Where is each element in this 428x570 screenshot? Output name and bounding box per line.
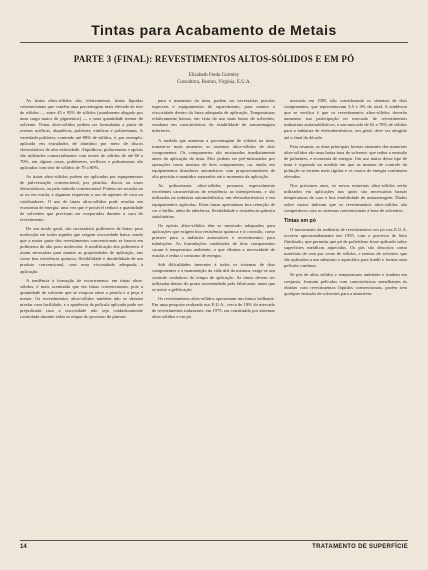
column-2 — [152, 98, 275, 536]
paragraph: Para resumir, as duas principais facetas atraentes dos materiais altos-sólidos são uma baixa taxa de solvente, que reduz a emissão de poluentes, e economia de energia. Um uso maior desse tipo de tinta é esperado na medida em que as normas de controle da poluição se tornem mais rígidas e os custos de energia continuem elevados. — [284, 143, 407, 180]
paragraph: mercado em 1985, não considerando os sistemas de dois componentes, que representavam 3,5 e 4% do total. A tendência que se verifica é que os revestimentos altos-sólidos deverão aumentar sua participação no mercado de revestimentos industriais automobilísticos, e um mercado de 62 a 70% de sólidos para a indústria de eletrodomésticos, em geral, deve ser atingido até o final da década. — [284, 98, 407, 140]
author-affiliation: Consultora, Boston, Virgínia, E.U.A. — [177, 80, 251, 85]
footer-rule — [20, 540, 408, 541]
author-name: Elizabeth Freda Gormley — [188, 73, 240, 78]
column-1 — [20, 98, 143, 536]
paragraph: De um modo geral, são necessários polímeros de baixo peso molecular em todos aqueles que exigem viscosidade baixa, sendo que a maior parte dos revestimentos convencionais se baseia em polímeros de alto peso molecular. A modificação dos polímeros é assim necessária para manter as propriedades de aplicação, tais como boa resistência química, flexibilidade e durabilidade de um produto convencional, com uma viscosidade adequada à aplicação. — [20, 225, 143, 274]
paragraph: As tintas altos-sólidos podem ser aplicadas por equipamentos de pulverização convencional, por pistolas, discos ou sinos eletrostáticos, ou pelo método convencional. Podem ser secadas ao ar ou em estufa, e algumas requerem o uso de agentes de cura ou catalisadores. O uso de tintas altos-sólidos pode resultar em economia de energia, uma vez que é possível reduzir a quantidade de solventes que precisam ser evaporados durante a cura do revestimento. — [20, 174, 143, 222]
paragraph: As poliuretanas altos-sólidos possuem especialmente excelentes características de resistência ao intemperismo, e são utilizadas na indústria automobilística, em eletrodomésticos e em equipamentos agrícolas. Estas tintas apresentam boa retenção de cor e brilho, além de aderência, flexibilidade e resistência química satisfatórias. — [152, 183, 275, 219]
paragraph: para o manuseio da tinta, podem ser necessárias pistolas especiais e equipamentos de aquecimento, para manter a viscosidade dentro da faixa adequada de aplicação. Temperaturas relativamente baixas, em vista do uso mais baixo de solventes, resultam em características de estabilidade de armazenagem inferiores. — [152, 98, 275, 134]
paragraph: Os epóxis altos-sólidos têm se mostrado adequados para aplicações que exigem boa resistência química e à corrosão, como primers para a indústria automotiva e revestimentos para tubulações. As formulações catalisadas de dois componentes curam à temperatura ambiente, o que elimina a necessidade de estufas e reduz o consumo de energia. — [152, 222, 275, 259]
paragraph: As tintas altos-sólidos são, efetivamente, tintas líquidas convencionais que contêm uma porcentagem mais elevada de teor de sólidos — entre 45 e 95% de sólidos (usualmente alegado por uma carga maior de pigmentos) — e uma quantidade menor de solvente. Tintas altos-sólidos podem ser formuladas a partir de resinas acrílicas, alquídicas, poliéster, vinílicas e poliuretanas. A variedade poliéster, contendo até 80% de sólidos, é, por exemplo, aplicada em extrudados de alumínio por meio de discos eletrostáticos de alta velocidade. Alquídicos, poliuretanas e epóxis são utilizados comercialmente com teores de sólidos de até 60 a 70%, em alguns casos, poliésteres, acrílicos e poliuretanas são aplicados com teor de sólidos de 70 a 80%. — [20, 98, 143, 171]
column-3 — [284, 98, 407, 536]
paragraph: Sob dificuldades inerentes à todos os sistemas de dois componentes e a manutenção da vida útil da mistura, exige-se um controle cuidadoso do tempo de aplicação. As tintas devem ser utilizadas dentro do prazo recomendado pelo fabricante, antes que se inicie a gelificação. — [152, 262, 275, 292]
paragraph: Se pós de altos sólidos e temperaturas ambiente e fundem em conjunto, formam películas com características semelhantes às obtidas com revestimentos líquidos convencionais, porém sem qualquer emissão de solventes para a atmosfera. — [284, 272, 407, 296]
section-heading: Tintas em pó — [284, 217, 316, 224]
paragraph: O nascimento da indústria de revestimentos em pó nos E.U.A. ocorreu aproximadamente em 1955, com o processo de leito fluidizado, que permitiu que pó de polietileno fosse aplicado sobre superfícies metálicas aquecidas. Os pós são descritos como materiais de cem por cento de sólidos, e isentos de solvente, que são aplicados a um substrato e aquecidos para fundir e formar uma película contínua. — [284, 226, 407, 269]
byline — [20, 72, 408, 86]
magazine-title: Tintas para Acabamento de Metais — [91, 22, 337, 38]
article-title: PARTE 3 (FINAL): REVESTIMENTOS ALTOS-SÓLIDOS E EM PÓ — [73, 54, 355, 64]
paragraph: Os revestimentos altos-sólidos apresentam um futuro brilhante. Em uma pesquisa realizada nos E.U.A., cerca de 18% do mercado de revestimentos industriais, em 1975, era constituído por sistemas altos-sólidos e em pó. — [152, 295, 275, 320]
paragraph: Nos próximos anos, os novos materiais altos-sólidos serão utilizados em aplicações nas quais são necessárias baixas temperaturas de cura e boa estabilidade de armazenagem. Dados sobre custos indicam que os revestimentos altos-sólidos são competitivos com os sistemas convencionais à base de solventes. — [284, 183, 407, 213]
article-body — [20, 98, 408, 536]
paragraph: A tendência à formação de escorrimento, em tintas altos-sólidos, é mais acentuada que em tintas convencionais, pois a quantidade de solvente que se evapora entre a pistola e a peça é menor. Os revestimentos altos-sólidos também não se deixam nivelar com facilidade, e a aparência da película aplicada pode ser prejudicada caso a viscosidade não seja cuidadosamente controlada durante todas as etapas do processo de pintura. — [20, 277, 143, 320]
header-rule — [20, 42, 408, 43]
publication-name: TRATAMENTO DE SUPERFÍCIE — [312, 544, 408, 550]
page-number: 14 — [20, 544, 27, 550]
paragraph: A medida que aumenta a porcentagem de sólidos na tinta, tornam-se mais atraentes os sistemas altos-sólidos de dois componentes. Os componentes são misturados imediatamente antes da aplicação da tinta. Eles podem ser pré-misturados por operações como mistura de dois componentes, ou, ainda, em equipamentos dosadores automáticos com proporcionadores de alta precisão e mantidos separados até o momento da aplicação. — [152, 137, 275, 180]
